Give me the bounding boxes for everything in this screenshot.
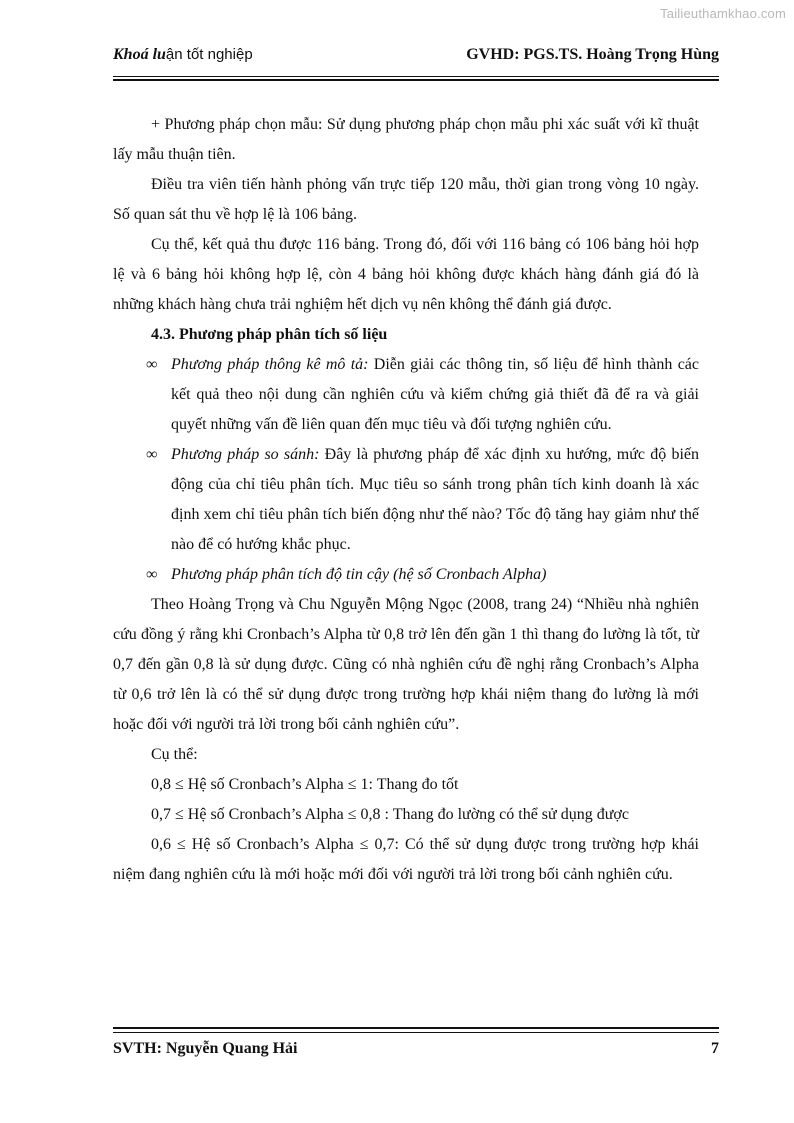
paragraph-sampling: + Phương pháp chọn mẫu: Sử dụng phương pháp chọn mẫu phi xác suất với kĩ thuật lấy mẫu thuận tiên.: [113, 116, 699, 163]
page-number: 7: [711, 1040, 719, 1057]
footer-rule-thick: [113, 1027, 719, 1029]
header-left-rest: ận tốt nghiệp: [165, 46, 253, 63]
page-body: [113, 110, 699, 890]
header-left: [113, 46, 253, 64]
section-heading: 4.3. Phương pháp phân tích số liệu: [151, 326, 388, 343]
watermark: Tailieuthamkhao.com: [660, 6, 786, 21]
bullet-symbol: ∞: [146, 566, 158, 583]
footer-author: SVTH: Nguyễn Quang Hải: [113, 1040, 298, 1057]
page-footer: [113, 1040, 719, 1058]
bullet-text: Đây là phương pháp để xác định xu hướng, mức độ biến động của chỉ tiêu phân tích. Mục tiêu so sánh trong phân tích kinh doanh là xác định xem chỉ tiêu phân tích biến động như thế nào? Tốc độ tăng hay giảm như thế nào để có hướng khắc phục.: [171, 446, 699, 553]
header-left-italic: Khoá lu: [113, 46, 166, 63]
paragraph-citation: Theo Hoàng Trọng và Chu Nguyễn Mộng Ngọc (2008, trang 24) “Nhiều nhà nghiên cứu đồng ý rằng khi Cronbach’s Alpha từ 0,8 trở lên đến gần 1 thì thang đo lường là tốt, từ 0,7 đến gần 0,8 là sử dụng được. Cũng có nhà nghiên cứu đề nghị rằng Cronbach’s Alpha từ 0,6 trở lên là có thể sử dụng được trong trường hợp khái niệm thang đo lường là mới hoặc đối với người trả lời trong bối cảnh nghiên cứu”.: [113, 596, 699, 733]
paragraph-results: Cụ thể, kết quả thu được 116 bảng. Trong đó, đối với 116 bảng có 106 bảng hỏi hợp lệ và 6 bảng hỏi không hợp lệ, còn 4 bảng hỏi không được khách hàng đánh giá đó là những khách hàng chưa trải nghiệm hết dịch vụ nên không thể đánh giá được.: [113, 236, 699, 313]
bullet-symbol: ∞: [146, 356, 158, 373]
bullet-item-reliability: [113, 560, 699, 590]
threshold-good: 0,8 ≤ Hệ số Cronbach’s Alpha ≤ 1: Thang đo tốt: [151, 776, 459, 793]
page-header: [113, 46, 719, 64]
bullet-item-descriptive: [113, 350, 699, 440]
paragraph-specifically: Cụ thể:: [151, 746, 198, 763]
footer-rule-thin: [113, 1032, 719, 1033]
threshold-usable: 0,7 ≤ Hệ số Cronbach’s Alpha ≤ 0,8 : Thang đo lường có thể sử dụng được: [151, 806, 629, 823]
bullet-title: Phương pháp thông kê mô tả:: [171, 356, 369, 373]
bullet-title: Phương pháp phân tích độ tin cậy (hệ số Cronbach Alpha): [171, 566, 547, 583]
bullet-symbol: ∞: [146, 446, 158, 463]
bullet-item-comparison: [113, 440, 699, 560]
bullet-title: Phương pháp so sánh:: [171, 446, 320, 463]
header-rule-thick: [113, 79, 719, 81]
paragraph-survey: Điều tra viên tiến hành phỏng vấn trực tiếp 120 mẫu, thời gian trong vòng 10 ngày. Số quan sát thu về hợp lệ là 106 bảng.: [113, 176, 699, 223]
header-right: GVHD: PGS.TS. Hoàng Trọng Hùng: [466, 46, 719, 63]
header-rule-thin: [113, 76, 719, 77]
threshold-new-concept: 0,6 ≤ Hệ số Cronbach’s Alpha ≤ 0,7: Có thể sử dụng được trong trường hợp khái niệm đang nghiên cứu là mới hoặc mới đối với người trả lời trong bối cảnh nghiên cứu.: [113, 836, 699, 883]
bullet-text: Diễn giải các thông tin, số liệu để hình thành các kết quả theo nội dung cần nghiên cứu và kiểm chứng giả thiết đã để ra và giải quyết những vấn đề liên quan đến mục tiêu và đối tượng nghiên cứu.: [171, 356, 699, 433]
